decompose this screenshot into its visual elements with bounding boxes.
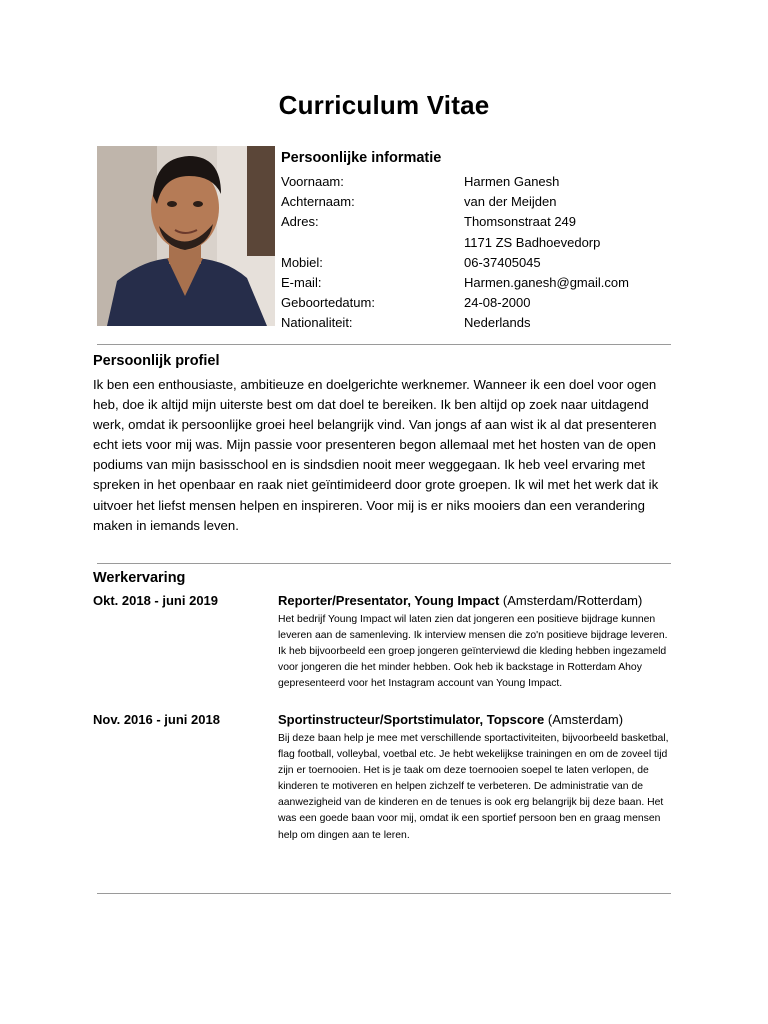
profile-heading: Persoonlijk profiel — [93, 353, 220, 369]
info-row-first-name — [281, 172, 629, 192]
job-role: Sportinstructeur/Sportstimulator, Topscore — [278, 712, 545, 727]
job-location: (Amsterdam) — [544, 712, 624, 727]
info-label — [281, 233, 464, 253]
job-role: Reporter/Presentator, Young Impact — [278, 593, 500, 608]
info-row-birthdate — [281, 293, 629, 313]
info-value: 1171 ZS Badhoevedorp — [464, 234, 601, 250]
job-period: Nov. 2016 - juni 2018 — [93, 712, 220, 727]
job-location: (Amsterdam/Rotterdam) — [499, 593, 643, 608]
job-description: Het bedrijf Young Impact wil laten zien dat jongeren een positieve bijdrage kunnen leveren aan de samenleving. Ik interview mensen die zo'n positieve bijdrage leveren. Ik heb bijvoorbeeld een groep jongeren geïnterviewd die kleding hebben ingezameld voor jongeren die het minder hebben. Ook heb ik backstage in Rotterdam Ahoy gepresenteerd voor het Instagram account van Young Impact. — [278, 614, 668, 690]
info-label: Nationaliteit: — [281, 315, 353, 331]
info-label: Voornaam: — [281, 174, 344, 189]
job-period: Okt. 2018 - juni 2019 — [93, 593, 219, 608]
divider — [97, 563, 671, 564]
job-title — [278, 712, 623, 727]
info-row-nationality — [281, 313, 629, 333]
job-description: Bij deze baan help je mee met verschillende sportactiviteiten, bijvoorbeeld basketbal, flag football, volleybal, voetbal etc. Je hebt wekelijkse trainingen en om de zoveel tijd zijn er toernooien. Het is je taak om deze toernooien soepel te laten verlopen, de kinderen te motiveren en helpen zichzelf te verbeteren. De administratie van de aanwezigheid van de kinderen en de tenues is ook erg belangrijk bij deze baan. Het was een goede baan voor mij, omdat ik een sportief persoon ben en graag mensen help om dingen aan te leren. — [278, 733, 669, 841]
info-row-mobile — [281, 253, 629, 273]
personal-info-list — [281, 172, 629, 334]
info-value: Harmen Ganesh — [464, 174, 560, 189]
divider — [97, 344, 671, 345]
profile-text: Ik ben een enthousiaste, ambitieuze en doelgerichte werknemer. Wanneer ik een doel voor ogen heb, doe ik altijd mijn uiterste best om dat doel te bereiken. Ik ben altijd op zoek naar uitdagend werk, omdat ik persoonlijke groei heel belangrijk vind. Van jongs af aan wist ik al dat presenteren echt iets voor mij was. Mijn passie voor presenteren begon allemaal met het hosten van de open podiums van mijn basisschool en is sindsdien nooit meer weggegaan. Ik heb veel ervaring met spreken in het openbaar en raak niet geïntimideerd door grote groepen. Ik wil met het werk dat ik uitvoer het liefst mensen helpen en inspireren. Voor mij is er niks mooiers dan een verandering maken in iemands leven. — [93, 377, 659, 533]
info-label: Geboortedatum: — [281, 295, 375, 311]
info-row-address-city — [281, 233, 629, 253]
page-title: Curriculum Vitae — [278, 90, 490, 120]
info-row-email — [281, 273, 629, 293]
info-value: 06-37405045 — [464, 254, 541, 270]
job-title — [278, 593, 642, 608]
info-row-last-name — [281, 192, 629, 212]
info-value: 24-08-2000 — [464, 295, 531, 311]
profile-photo — [97, 146, 275, 326]
personal-info-heading: Persoonlijke informatie — [281, 150, 442, 166]
info-label: Achternaam: — [281, 194, 355, 210]
info-value: Harmen.ganesh@gmail.com — [464, 274, 629, 290]
info-label: Mobiel: — [281, 254, 323, 270]
info-value: Thomsonstraat 249 — [464, 214, 577, 230]
experience-heading: Werkervaring — [93, 570, 186, 586]
info-label: Adres: — [281, 214, 319, 230]
info-value: Nederlands — [464, 315, 531, 331]
divider — [97, 893, 671, 894]
portrait-image — [97, 146, 275, 326]
info-row-address — [281, 212, 629, 232]
info-label: E-mail: — [281, 274, 322, 290]
info-value: van der Meijden — [464, 194, 557, 210]
